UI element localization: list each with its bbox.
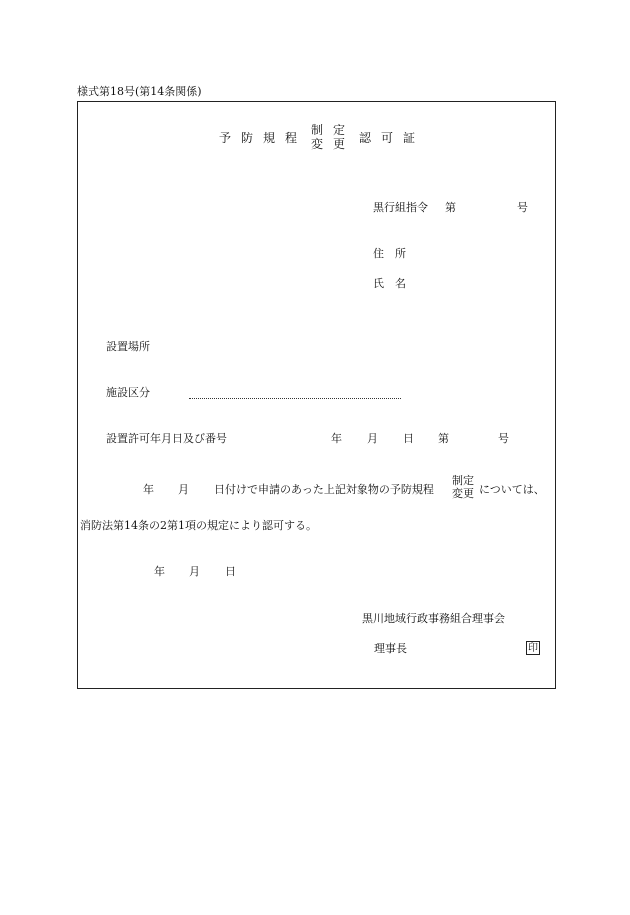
- statement-text-after: については、: [479, 483, 545, 496]
- permit-date-month: 月: [367, 432, 378, 445]
- issue-date-day: 日: [225, 565, 236, 578]
- permit-date-dai: 第: [438, 432, 449, 445]
- location-label: 設置場所: [106, 340, 150, 353]
- issue-date-year: 年: [154, 565, 165, 578]
- category-dotted-line: [189, 398, 401, 399]
- permit-number-prefix: 黒行組指令: [373, 201, 428, 214]
- name-label: 氏 名: [373, 277, 406, 290]
- permit-date-year: 年: [331, 432, 342, 445]
- issue-date-month: 月: [189, 565, 200, 578]
- title-prefix: 予防規程: [219, 130, 308, 145]
- statement-month: 月: [178, 483, 189, 496]
- title-option-amend: 変更: [311, 137, 356, 152]
- seal-mark: 印: [528, 643, 538, 654]
- certificate-title: [219, 123, 425, 152]
- permit-number-go: 号: [517, 201, 528, 214]
- statement-line2: 消防法第14条の2第1項の規定により認可する。: [80, 519, 317, 532]
- statement-options: [452, 474, 474, 500]
- title-options: [311, 123, 355, 152]
- statement-text-before: 日付けで申請のあった上記対象物の予防規程: [214, 483, 434, 496]
- issuer-title: 理事長: [374, 642, 407, 655]
- statement-year: 年: [143, 483, 154, 496]
- permit-date-go: 号: [498, 432, 509, 445]
- permit-date-label: 設置許可年月日及び番号: [106, 432, 227, 445]
- statement-option-amend: 変更: [452, 487, 474, 501]
- address-label: 住 所: [373, 247, 406, 260]
- permit-date-day: 日: [403, 432, 414, 445]
- statement-option-enact: 制定: [452, 474, 474, 487]
- category-label: 施設区分: [106, 386, 150, 399]
- title-option-enact: 制定: [311, 123, 356, 137]
- title-suffix: 認可証: [359, 130, 426, 145]
- form-label: 様式第18号(第14条関係): [77, 85, 202, 98]
- issuer-organization: 黒川地域行政事務組合理事会: [362, 612, 505, 625]
- permit-number-dai: 第: [445, 201, 456, 214]
